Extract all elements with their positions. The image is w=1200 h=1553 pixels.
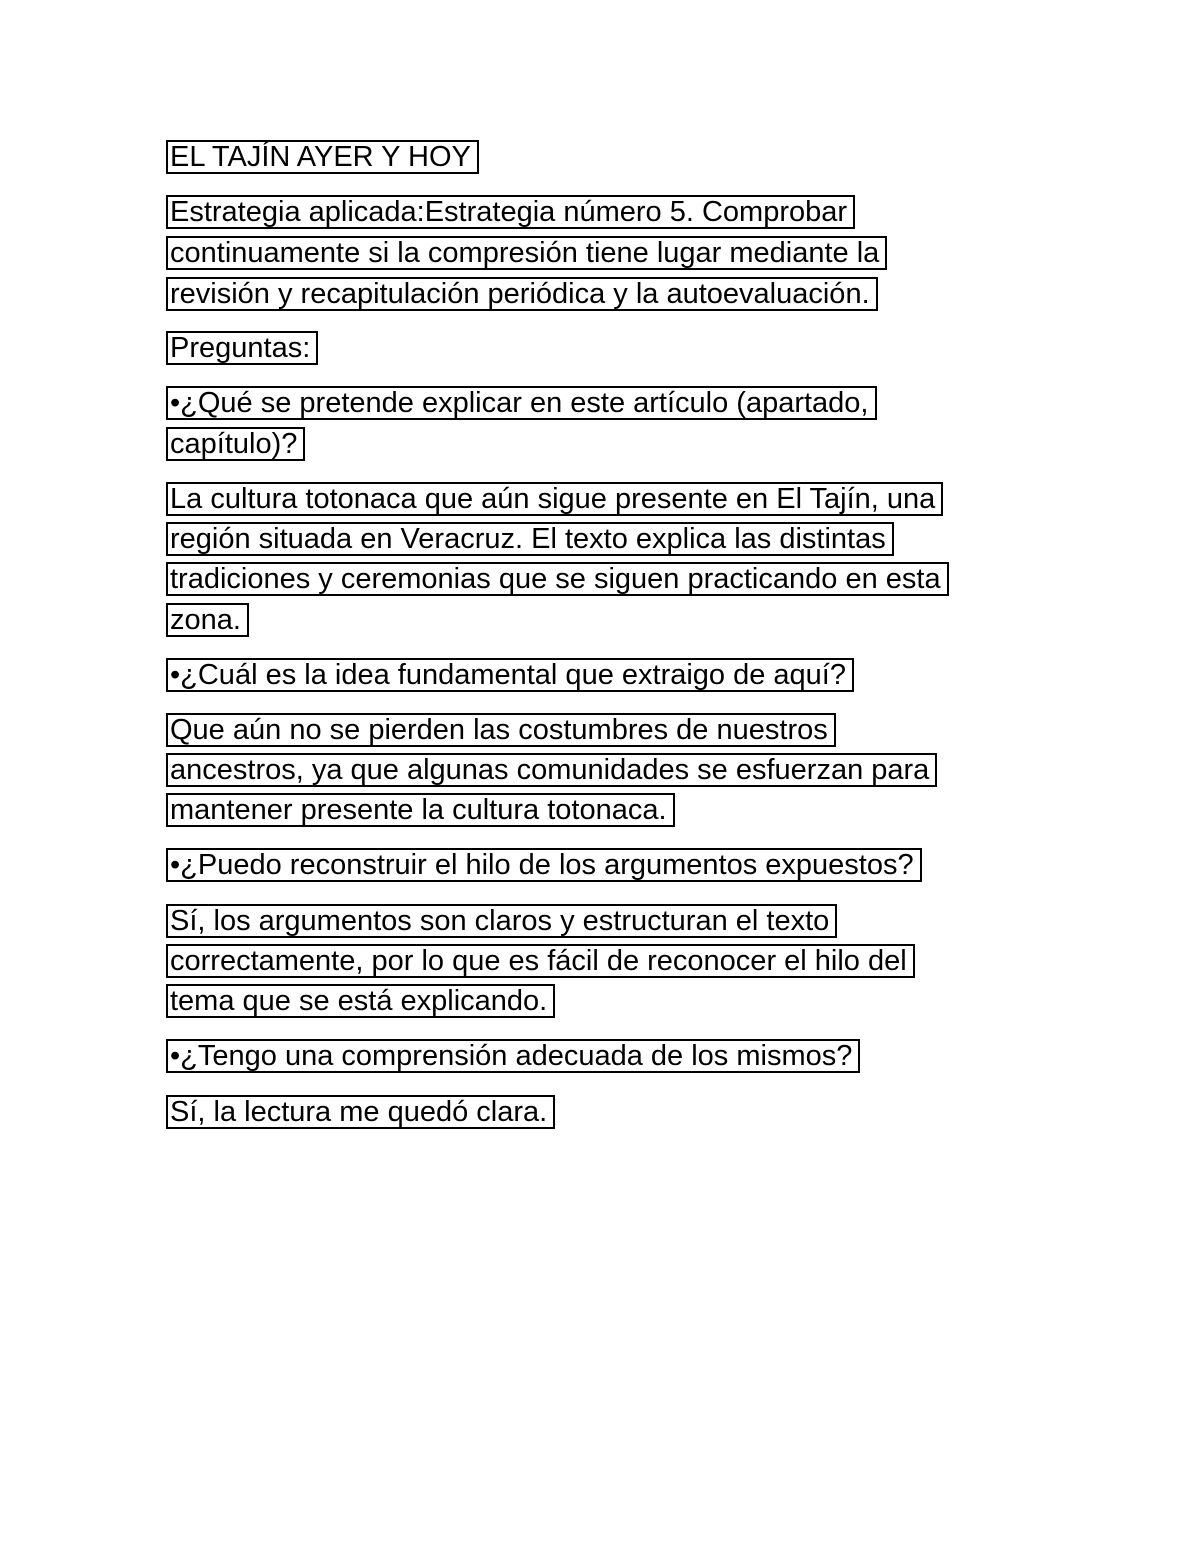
strategy-line-3: revisión y recapitulación periódica y la autoevaluación. (166, 277, 878, 311)
strategy-line-1: Estrategia aplicada:Estrategia número 5. Comprobar (166, 195, 855, 229)
answer-2-line-1: Que aún no se pierden las costumbres de nuestros (166, 713, 836, 747)
answer-1-line-2: región situada en Veracruz. El texto explica las distintas (166, 522, 894, 556)
answer-3-line-3: tema que se está explicando. (166, 984, 555, 1018)
document-title: EL TAJÍN AYER Y HOY (166, 140, 479, 174)
answer-2-line-3: mantener presente la cultura totonaca. (166, 793, 675, 827)
question-2-line-1: •¿Cuál es la idea fundamental que extraigo de aquí? (166, 658, 854, 692)
answer-3-line-1: Sí, los argumentos son claros y estructuran el texto (166, 904, 837, 938)
answer-2-line-2: ancestros, ya que algunas comunidades se esfuerzan para (166, 753, 937, 787)
questions-heading: Preguntas: (166, 331, 318, 365)
answer-1-line-1: La cultura totonaca que aún sigue presente en El Tajín, una (166, 482, 943, 516)
answer-4-line-1: Sí, la lectura me quedó clara. (166, 1095, 555, 1129)
answer-1-line-3: tradiciones y ceremonias que se siguen practicando en esta (166, 562, 949, 596)
answer-1-line-4: zona. (166, 603, 249, 637)
answer-3-line-2: correctamente, por lo que es fácil de reconocer el hilo del (166, 944, 915, 978)
question-3-line-1: •¿Puedo reconstruir el hilo de los argumentos expuestos? (166, 848, 922, 882)
strategy-line-2: continuamente si la compresión tiene lugar mediante la (166, 236, 887, 270)
question-4-line-1: •¿Tengo una comprensión adecuada de los mismos? (166, 1039, 860, 1073)
question-1-line-1: •¿Qué se pretende explicar en este artículo (apartado, (166, 386, 877, 420)
question-1-line-2: capítulo)? (166, 427, 305, 461)
